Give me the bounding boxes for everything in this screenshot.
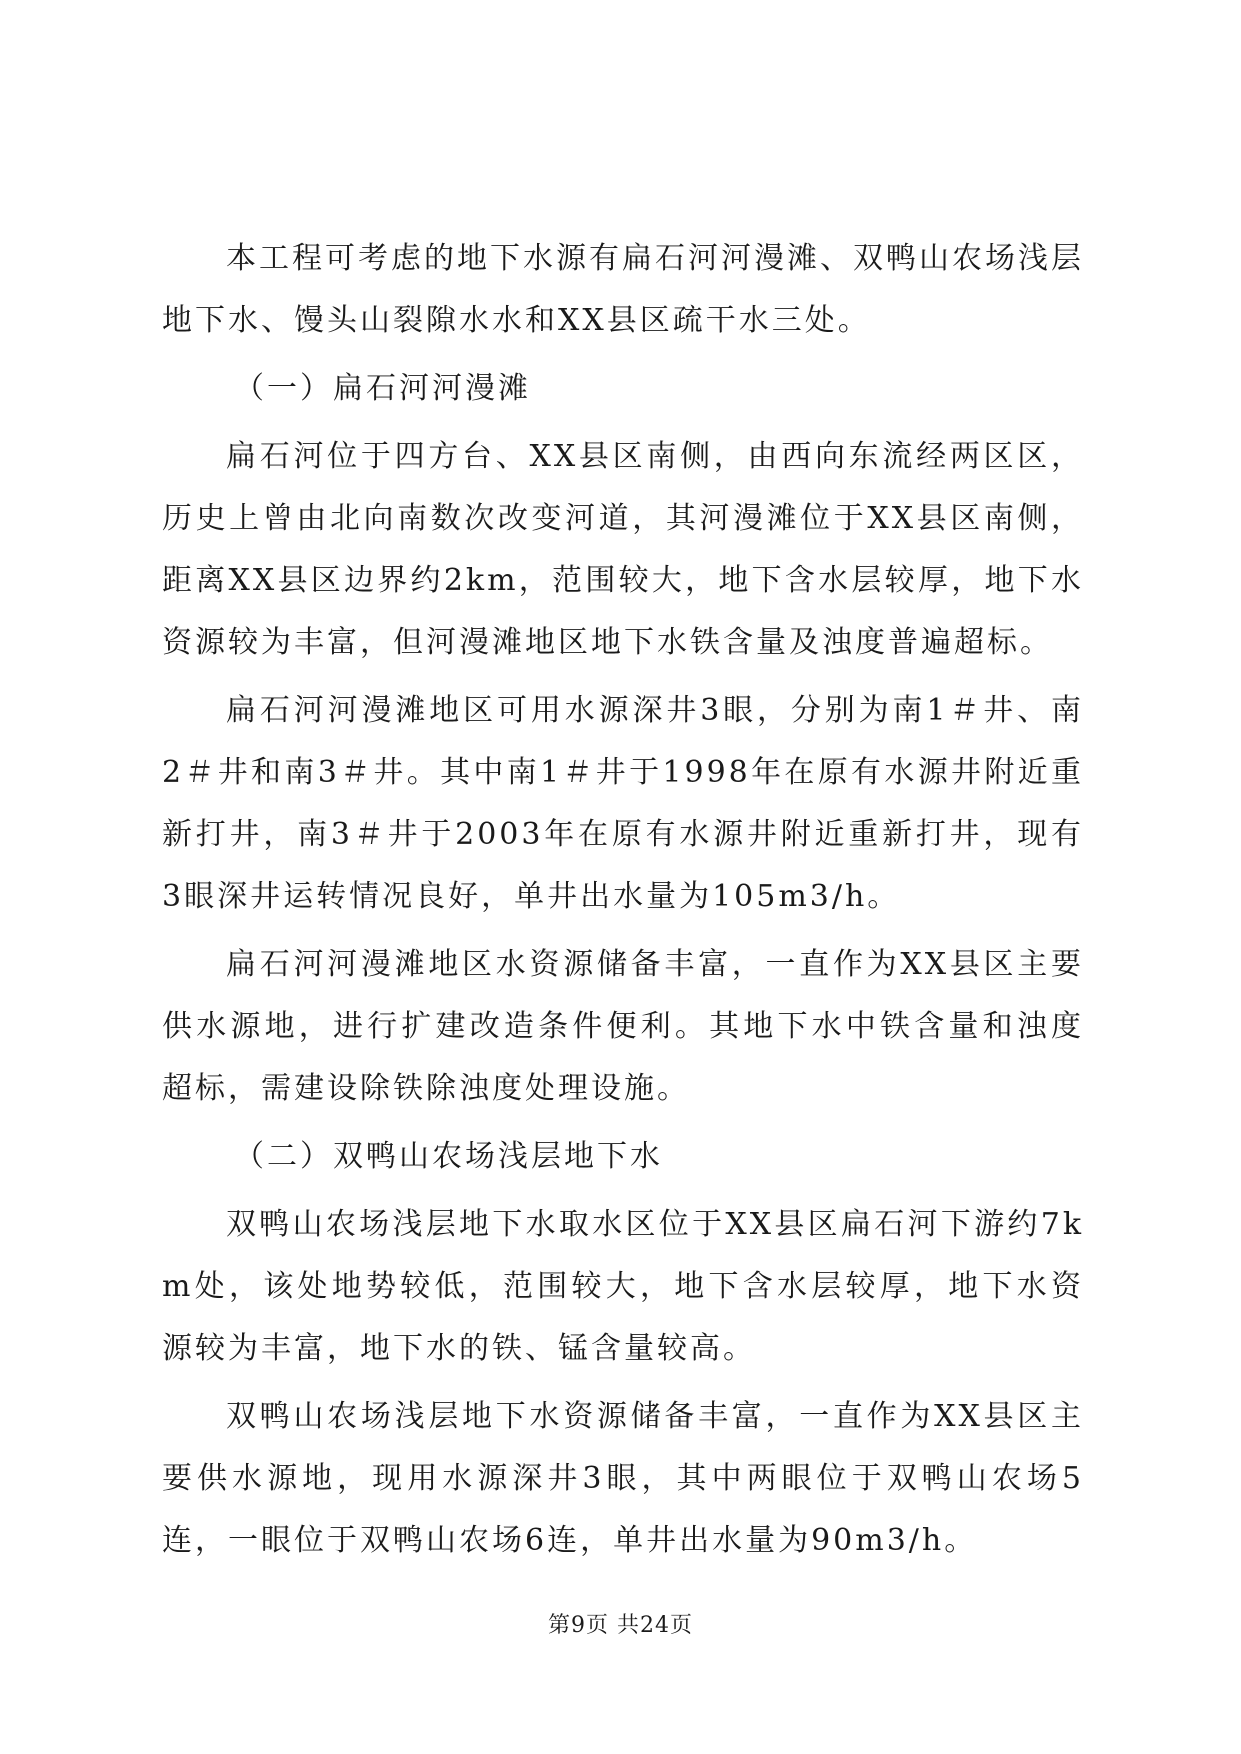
paragraph-river-resources: 扁石河河漫滩地区水资源储备丰富，一直作为XX县区主要供水源地，进行扩建改造条件便利。其地下水中铁含量和浊度超标，需建设除铁除浊度处理设施。: [162, 947, 1084, 1106]
paragraph-farm-wells: 双鸭山农场浅层地下水资源储备丰富，一直作为XX县区主要供水源地，现用水源深井3眼，其中两眼位于双鸭山农场5连，一眼位于双鸭山农场6连，单井出水量为90m3/h。: [162, 1399, 1084, 1558]
section-heading-2: （二）双鸭山农场浅层地下水: [234, 1139, 663, 1174]
paragraph-farm-location: 双鸭山农场浅层地下水取水区位于XX县区扁石河下游约7km处，该处地势较低，范围较大，地下含水层较厚，地下水资源较为丰富，地下水的铁、锰含量较高。: [162, 1207, 1084, 1366]
document-body: [162, 228, 1084, 1578]
paragraph-river-location: 扁石河位于四方台、XX县区南侧，由西向东流经两区区，历史上曾由北向南数次改变河道，其河漫滩位于XX县区南侧，距离XX县区边界约2km，范围较大，地下含水层较厚，地下水资源较为丰富，但河漫滩地区地下水铁含量及浊度普遍超标。: [162, 439, 1084, 660]
paragraph-river-wells: 扁石河河漫滩地区可用水源深井3眼，分别为南1＃井、南2＃井和南3＃井。其中南1＃井于1998年在原有水源井附近重新打井，南3＃井于2003年在原有水源井附近重新打井，现有3眼深井运转情况良好，单井出水量为105m3/h。: [162, 693, 1084, 914]
paragraph-intro: 本工程可考虑的地下水源有扁石河河漫滩、双鸭山农场浅层地下水、馒头山裂隙水水和XX县区疏干水三处。: [162, 241, 1084, 338]
page-number-footer: 第9页 共24页: [548, 1613, 693, 1638]
section-heading-1: （一）扁石河河漫滩: [234, 371, 531, 406]
